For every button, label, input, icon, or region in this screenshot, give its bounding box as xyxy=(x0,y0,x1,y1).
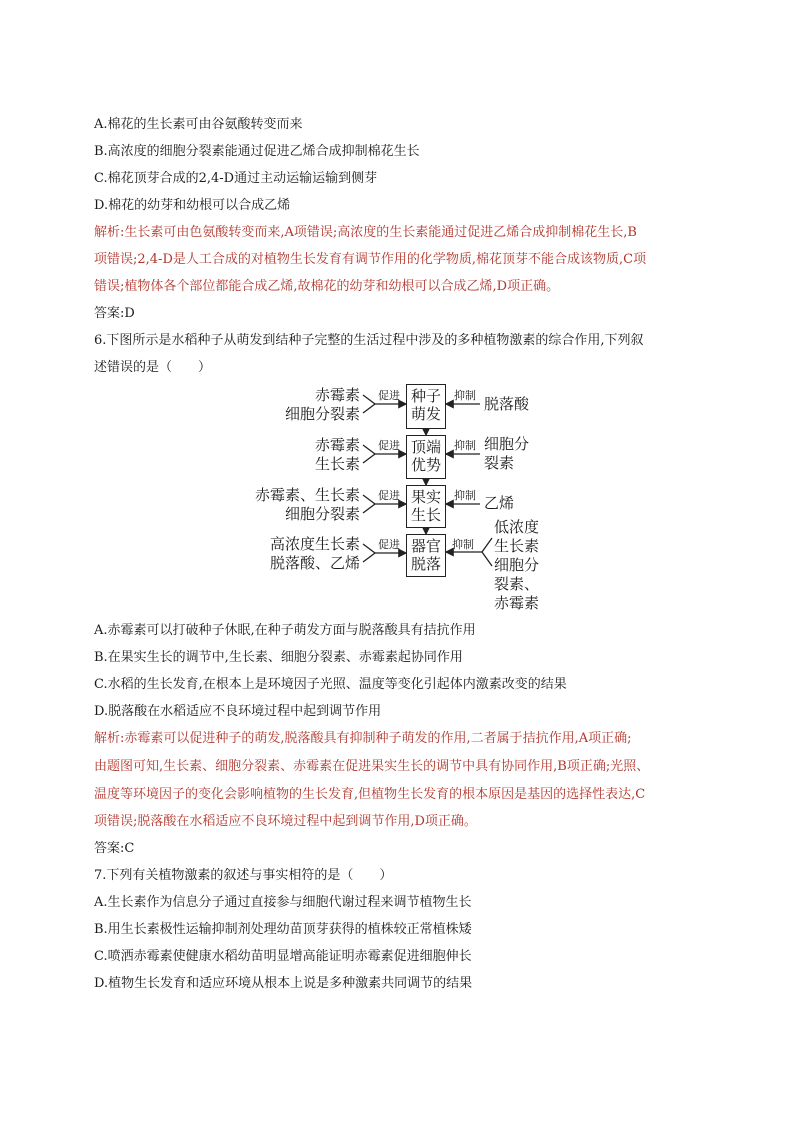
stage-box-fruit-growth xyxy=(406,485,446,528)
q5-option-a: A.棉花的生长素可由谷氨酸转变而来 xyxy=(94,117,303,132)
q6-analysis-line: 温度等环境因子的变化会影响植物的生长发育,但植物生长发育的根本原因是基因的选择性表达,C xyxy=(94,787,646,802)
q6-option-b: B.在果实生长的调节中,生长素、细胞分裂素、赤霉素起协同作用 xyxy=(94,650,463,665)
inhibitor-label: 脱落酸 xyxy=(484,395,530,413)
q5-analysis-line: 错误;植物体各个部位都能合成乙烯,故棉花的幼芽和幼根可以合成乙烯,D项正确。 xyxy=(94,279,560,294)
q6-stem-line: 6.下图所示是水稻种子从萌发到结种子完整的生活过程中涉及的多种植物激素的综合作用,下列叙 xyxy=(94,333,644,348)
inhibitor-label: 低浓度 xyxy=(494,518,540,536)
q6-analysis-line: 由题图可知,生长素、细胞分裂素、赤霉素在促进果实生长的调节中具有协同作用,B项正确;光照、 xyxy=(94,759,650,774)
stage-label: 器官 xyxy=(410,537,441,555)
q7-option-c: C.喷洒赤霉素使健康水稻幼苗明显增高能证明赤霉素促进细胞伸长 xyxy=(94,949,472,964)
inhibitor-label: 裂素 xyxy=(484,454,515,472)
q6-option-a: A.赤霉素可以打破种子休眠,在种子萌发方面与脱落酸具有拮抗作用 xyxy=(94,623,476,638)
inhibitor-label: 细胞分 xyxy=(484,435,530,453)
bracket xyxy=(363,495,375,513)
promote-tag: 促进 xyxy=(378,489,400,502)
inhibitor-label: 裂素、 xyxy=(494,575,540,593)
stage-box-apical-dominance xyxy=(406,435,446,479)
q7-option-b: B.用生长素极性运输抑制剂处理幼苗顶芽获得的植株较正常植株矮 xyxy=(94,922,472,937)
q5-answer: 答案:D xyxy=(94,306,135,321)
inhibitor-label: 赤霉素 xyxy=(494,594,540,612)
q6-option-c: C.水稻的生长发育,在根本上是环境因子光照、温度等变化引起体内激素改变的结果 xyxy=(94,677,567,692)
q5-option-b: B.高浓度的细胞分裂素能通过促进乙烯合成抑制棉花生长 xyxy=(94,144,420,159)
bracket xyxy=(363,445,375,463)
stage-label: 顶端 xyxy=(410,438,441,456)
stage-box-seed-germination xyxy=(406,384,446,429)
q5-option-d: D.棉花的幼芽和幼根可以合成乙烯 xyxy=(94,198,291,213)
q6-stem-line: 述错误的是（ ） xyxy=(94,360,212,375)
promoter-label: 生长素 xyxy=(314,455,360,473)
inhibit-tag: 抑制 xyxy=(454,489,476,502)
promoter-label: 高浓度生长素 xyxy=(269,535,360,553)
inhibit-tag: 抑制 xyxy=(452,538,474,551)
q5-analysis-line: 解析:生长素可由色氨酸转变而来,A项错误;高浓度的生长素能通过促进乙烯合成抑制棉花生长,B xyxy=(94,225,637,240)
bracket xyxy=(482,538,492,566)
q5-analysis-line: 项错误;2,4-D是人工合成的对植物生长发育有调节作用的化学物质,棉花顶芽不能合成该物质,C项 xyxy=(94,252,647,267)
promote-tag: 促进 xyxy=(378,389,400,402)
stage-label: 优势 xyxy=(410,456,441,474)
inhibitor-label: 生长素 xyxy=(494,537,540,555)
q7-stem: 7.下列有关植物激素的叙述与事实相符的是（ ） xyxy=(94,868,393,883)
q6-analysis-line: 解析:赤霉素可以促进种子的萌发,脱落酸具有抑制种子萌发的作用,二者属于拮抗作用,A项正确; xyxy=(94,731,632,746)
promote-tag: 促进 xyxy=(378,538,400,551)
q5-option-c: C.棉花顶芽合成的2,4-D通过主动运输运输到侧芽 xyxy=(94,171,378,186)
q6-answer: 答案:C xyxy=(94,841,135,856)
inhibit-tag: 抑制 xyxy=(454,439,476,452)
inhibit-tag: 抑制 xyxy=(454,389,476,402)
stage-label: 萌发 xyxy=(410,405,441,423)
stage-label: 脱落 xyxy=(410,555,441,573)
inhibitor-label: 细胞分 xyxy=(494,556,540,574)
stage-label: 生长 xyxy=(410,506,441,524)
stage-label: 果实 xyxy=(410,488,441,506)
q7-option-a: A.生长素作为信息分子通过直接参与细胞代谢过程来调节植物生长 xyxy=(94,895,472,910)
bracket xyxy=(363,395,375,413)
promote-tag: 促进 xyxy=(378,439,400,452)
promoter-label: 赤霉素 xyxy=(314,386,360,404)
q6-analysis-line: 项错误;脱落酸在水稻适应不良环境过程中起到调节作用,D项正确。 xyxy=(94,814,477,829)
promoter-label: 脱落酸、乙烯 xyxy=(269,554,360,572)
promoter-label: 细胞分裂素 xyxy=(284,505,360,523)
q7-option-d: D.植物生长发育和适应环境从根本上说是多种激素共同调节的结果 xyxy=(94,976,473,991)
stage-box-organ-abscission xyxy=(406,534,446,577)
inhibitor-label: 乙烯 xyxy=(484,494,515,512)
q6-option-d: D.脱落酸在水稻适应不良环境过程中起到调节作用 xyxy=(94,704,382,719)
promoter-label: 赤霉素、生长素 xyxy=(254,486,360,504)
promoter-label: 赤霉素 xyxy=(314,436,360,454)
promoter-label: 细胞分裂素 xyxy=(284,405,360,423)
bracket xyxy=(363,544,375,562)
stage-label: 种子 xyxy=(410,387,441,405)
